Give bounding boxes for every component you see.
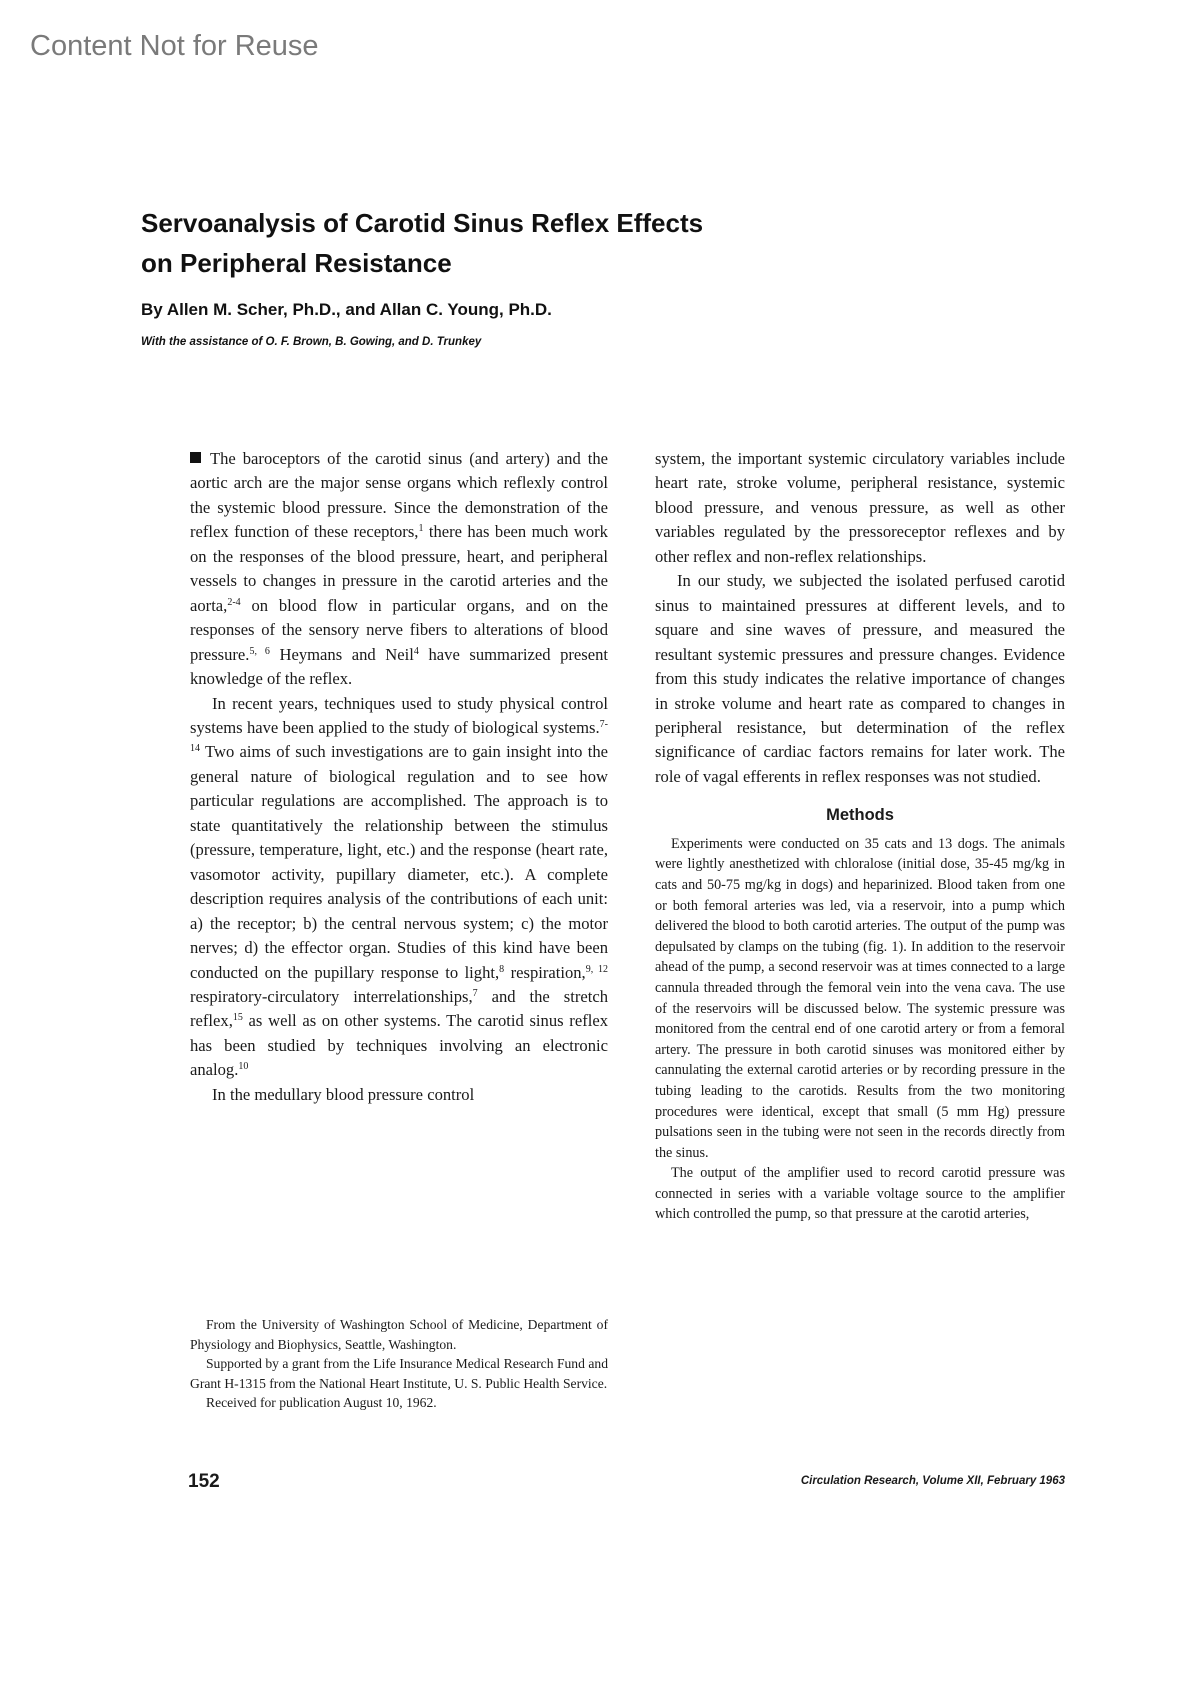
- methods-paragraph-1: Experiments were conducted on 35 cats and 13 dogs. The animals were lightly anesthetized with chloralose (initial dose, 35-45 mg/kg in cats and 50-75 mg/kg in dogs) and heparinized. Blood taken from one or both femoral arteries was led, via a reservoir, into a pump which delivered the blood to both carotid arteries. The output of the pump was depulsated by clamps on the tubing (fig. 1). In addition to the reservoir ahead of the pump, a second reservoir was at times connected to a large cannula threaded through the femoral vein into the vena cava. The use of the reservoirs will be discussed below. The systemic pressure was monitored from the central end of one carotid artery or from a femoral artery. The pressure in both carotid sinuses was monitored either by cannulating the external carotid arteries or by recording pressure in the tubing leading to the carotids. Results from the two monitoring procedures were identical, except that small (5 mm Hg) pressure pulsations seen in the tubing were not seen in the records directly from the sinus.: [655, 835, 1065, 1161]
- intro-paragraph-1: The baroceptors of the carotid sinus (and artery) and the aortic arch are the major sense organs which reflexly control the systemic blood pressure. Since the demonstration of the reflex function of these receptors,$^1$ there has been much work on the responses of the blood pressure, heart, and peripheral vessels to changes in pressure in the carotid arteries and the aorta,$^{2-4}$ on blood flow in particular organs, and on the responses of the sensory nerve fibers to alterations of blood pressure.$^{5, 6}$ Heymans and Neil$^4$ have summarized present knowledge of the reflex.: [190, 449, 609, 689]
- intro-paragraph-3: In the medullary blood pressure control: [212, 1084, 475, 1104]
- page-number: 152: [188, 1471, 220, 1492]
- bullet-square-icon: [190, 452, 201, 463]
- assistance-credit: With the assistance of O. F. Brown, B. Gowing, and D. Trunkey: [141, 336, 482, 348]
- methods-section: [655, 834, 1065, 1225]
- watermark: Content Not for Reuse: [30, 30, 319, 62]
- right-column: [655, 447, 1065, 1225]
- footnotes: [190, 1315, 608, 1413]
- methods-paragraph-2: The output of the amplifier used to record carotid pressure was connected in series with a variable voltage source to the amplifier which controlled the pump, so that pressure at the carotid arteries,: [655, 1165, 1065, 1223]
- title-line-1: Servoanalysis of Carotid Sinus Reflex Effects: [141, 208, 704, 238]
- intro-paragraph-4: In our study, we subjected the isolated perfused carotid sinus to maintained pressures at different levels, and to square and sine waves of pressure, and measured the resultant systemic pressures and pressure changes. Evidence from this study indicates the relative importance of changes in stroke volume and heart rate as compared to changes in peripheral resistance, but determination of the reflex significance of cardiac factors remains for later work. The role of vagal efferents in reflex responses was not studied.: [655, 571, 1065, 786]
- left-column: [190, 447, 608, 1107]
- article-title: [141, 203, 1041, 283]
- intro-paragraph-3-continued: system, the important systemic circulatory variables include heart rate, stroke volume, peripheral resistance, systemic blood pressure, and venous pressure, as well as other variables regulated by the pressoreceptor reflexes and by other reflex and non-reflex relationships.: [655, 449, 1065, 566]
- title-line-2: on Peripheral Resistance: [141, 248, 452, 278]
- journal-reference: Circulation Research, Volume XII, February 1963: [800, 1475, 1065, 1487]
- intro-paragraph-2: In recent years, techniques used to study physical control systems have been applied to the study of biological systems.$^{7-14}$ Two aims of such investigations are to gain insight into the general nature of biological regulation and to see how particular regulations are accomplished. The approach is to state quantitatively the relationship between the stimulus (pressure, temperature, light, etc.) and the response (heart rate, vasomotor activity, pupillary diameter, etc.). A complete description requires analysis of the contributions of each unit: a) the receptor; b) the central nervous system; c) the motor nerves; d) the effector organ. Studies of this kind have been conducted on the pupillary response to light,$^8$ respiration,$^{9, 12}$ respiratory-circulatory interrelationships,$^7$ and the stretch reflex,$^{15}$ as well as on other systems. The carotid sinus reflex has been studied by techniques involving an electronic analog.$^{10}$: [190, 693, 609, 1080]
- authors: By Allen M. Scher, Ph.D., and Allan C. Young, Ph.D.: [141, 300, 552, 319]
- footnote-affiliation: From the University of Washington School of Medicine, Department of Physiology and Biophysics, Seattle, Washington.: [190, 1317, 608, 1352]
- methods-heading: Methods: [826, 806, 894, 825]
- footnote-funding: Supported by a grant from the Life Insurance Medical Research Fund and Grant H-1315 from the National Heart Institute, U. S. Public Health Service.: [190, 1356, 608, 1391]
- footnote-received: Received for publication August 10, 1962.: [206, 1395, 437, 1411]
